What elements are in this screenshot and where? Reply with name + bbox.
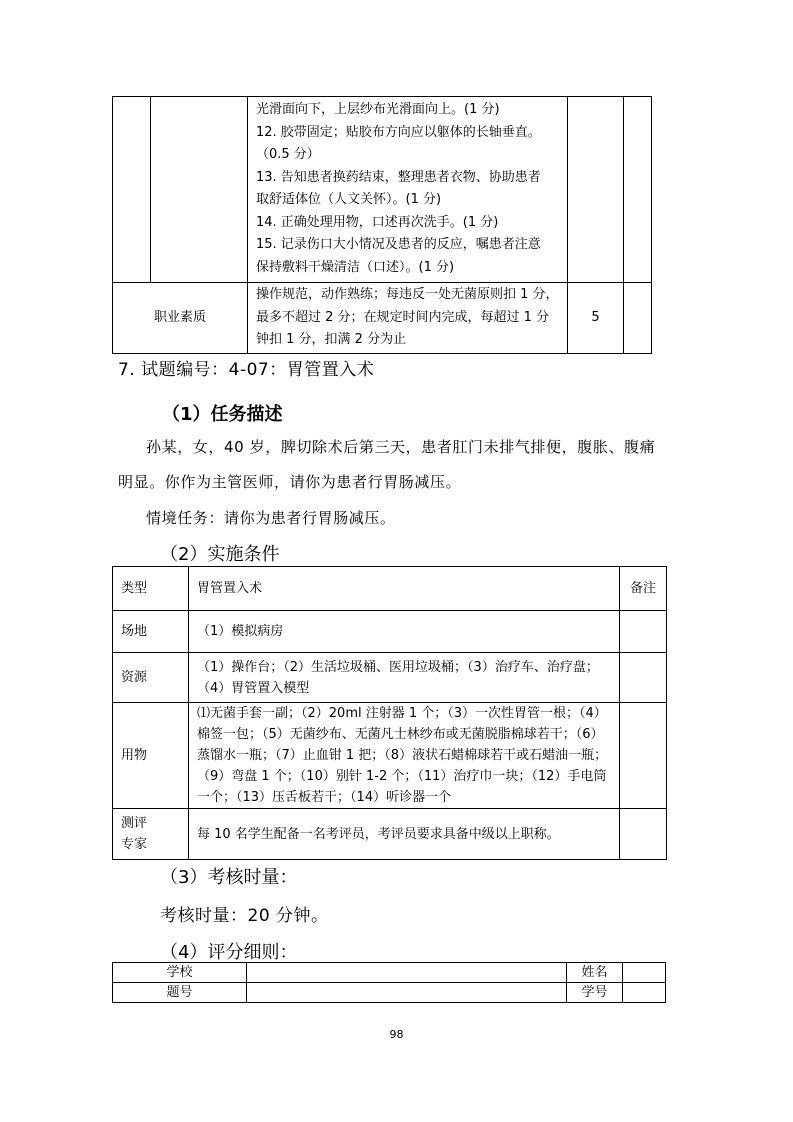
resources-line: （4）胃管置入模型 — [197, 680, 310, 696]
task-description-line: 明显。你作为主管医师，请你为患者行胃肠减压。 — [118, 473, 462, 491]
table-cell — [624, 97, 652, 283]
name-field — [623, 963, 666, 983]
table-row — [113, 611, 667, 653]
section-heading-conditions: （2）实施条件 — [160, 544, 280, 565]
step-line: 保持敷料干燥清洁（口述）。(1 分) — [256, 259, 455, 275]
duration-text: 考核时量：20 分钟。 — [160, 906, 329, 926]
table-row — [113, 653, 667, 703]
step-line: 14. 正确处理用物，口述再次洗手。(1 分) — [256, 214, 499, 230]
page-number: 98 — [389, 1028, 404, 1041]
question-number-label: 题号 — [113, 983, 247, 1003]
question-title: 7. 试题编号：4-07：胃管置入术 — [118, 360, 375, 380]
professional-quality-criteria — [248, 283, 568, 354]
table-row — [113, 703, 667, 809]
table-cell — [620, 809, 667, 860]
table-row — [113, 963, 666, 983]
section-heading-scoring: （4）评分细则： — [160, 942, 298, 963]
table-row — [113, 983, 666, 1003]
student-number-field — [623, 983, 666, 1003]
table-cell — [620, 703, 667, 809]
criteria-line: 钟扣 1 分，扣满 2 分为止 — [256, 332, 407, 347]
step-line: 12. 胶带固定；贴胶布方向应以躯体的长轴垂直。 — [256, 124, 541, 140]
table-row — [113, 567, 667, 611]
criteria-line: 最多不超过 2 分；在规定时间内完成，每超过 1 分 — [256, 309, 550, 325]
school-label: 学校 — [113, 963, 247, 983]
section-heading-task: （1）任务描述 — [162, 404, 283, 425]
school-field — [247, 963, 567, 983]
scenario-task: 情境任务：请你为患者行胃肠减压。 — [146, 509, 396, 527]
venue-label: 场地 — [113, 611, 189, 653]
examiner-label-line: 测评 — [121, 816, 148, 831]
student-number-label: 学号 — [567, 983, 623, 1003]
step-line: 15. 记录伤口大小情况及患者的反应，嘱患者注意 — [256, 237, 541, 252]
name-label: 姓名 — [567, 963, 623, 983]
examiner-label-line: 专家 — [121, 837, 148, 852]
supplies-label: 用物 — [113, 703, 189, 809]
previous-scoring-table — [112, 96, 652, 354]
supplies-value — [189, 703, 620, 809]
table-row — [113, 809, 667, 860]
step-line: 光滑面向下，上层纱布光滑面向上。(1 分) — [256, 102, 500, 117]
header-note: 备注 — [620, 567, 667, 611]
table-cell — [151, 97, 248, 283]
table-cell — [620, 611, 667, 653]
section-heading-duration: （3）考核时量： — [160, 867, 298, 888]
supplies-line: （9）弯盘 1 个；（10）别针 1-2 个；（11）治疗巾一块；（12）手电筒 — [197, 769, 607, 784]
table-cell — [620, 653, 667, 703]
conditions-table — [112, 566, 667, 860]
examiner-value: 每 10 名学生配备一名考评员，考评员要求具备中级以上职称。 — [189, 809, 620, 860]
task-description-line: 孙某，女，40 岁，脾切除术后第三天，患者肛门未排气排便，腹胀、腹痛 — [146, 438, 656, 456]
scoring-info-table — [112, 962, 666, 1003]
step-line: （0.5 分） — [256, 147, 320, 162]
resources-value — [189, 653, 620, 703]
professional-quality-score: 5 — [568, 283, 624, 354]
table-row — [113, 97, 652, 283]
professional-quality-label: 职业素质 — [113, 283, 248, 354]
table-cell — [624, 283, 652, 354]
table-cell — [113, 97, 151, 283]
table-row — [113, 283, 652, 354]
table-cell — [568, 97, 624, 283]
step-line: 取舒适体位（人文关怀）。(1 分) — [256, 192, 442, 207]
resources-label: 资源 — [113, 653, 189, 703]
supplies-line: ⑴无菌手套一副；（2）20ml 注射器 1 个；（3）一次性胃管一根；（4） — [197, 706, 607, 721]
operation-steps-cell — [248, 97, 568, 283]
question-number-field — [247, 983, 567, 1003]
supplies-line: 棉签一包；（5）无菌纱布、无菌凡士林纱布或无菌脱脂棉球若干；（6） — [197, 727, 604, 742]
supplies-line: 蒸馏水一瓶；（7）止血钳 1 把；（8）液状石蜡棉球若干或石蜡油一瓶； — [197, 748, 608, 763]
supplies-line: 一个；（13）压舌板若干；（14）听诊器一个 — [197, 790, 452, 805]
step-line: 13. 告知患者换药结束，整理患者衣物、协助患者 — [256, 169, 541, 185]
header-procedure: 胃管置入术 — [189, 567, 620, 611]
criteria-line: 操作规范，动作熟练；每违反一处无菌原则扣 1 分， — [256, 287, 559, 302]
resources-line: （1）操作台；（2）生活垃圾桶、医用垃圾桶；（3）治疗车、治疗盘； — [197, 659, 599, 675]
header-type: 类型 — [113, 567, 189, 611]
venue-value: （1）模拟病房 — [189, 611, 620, 653]
examiner-label — [113, 809, 189, 860]
